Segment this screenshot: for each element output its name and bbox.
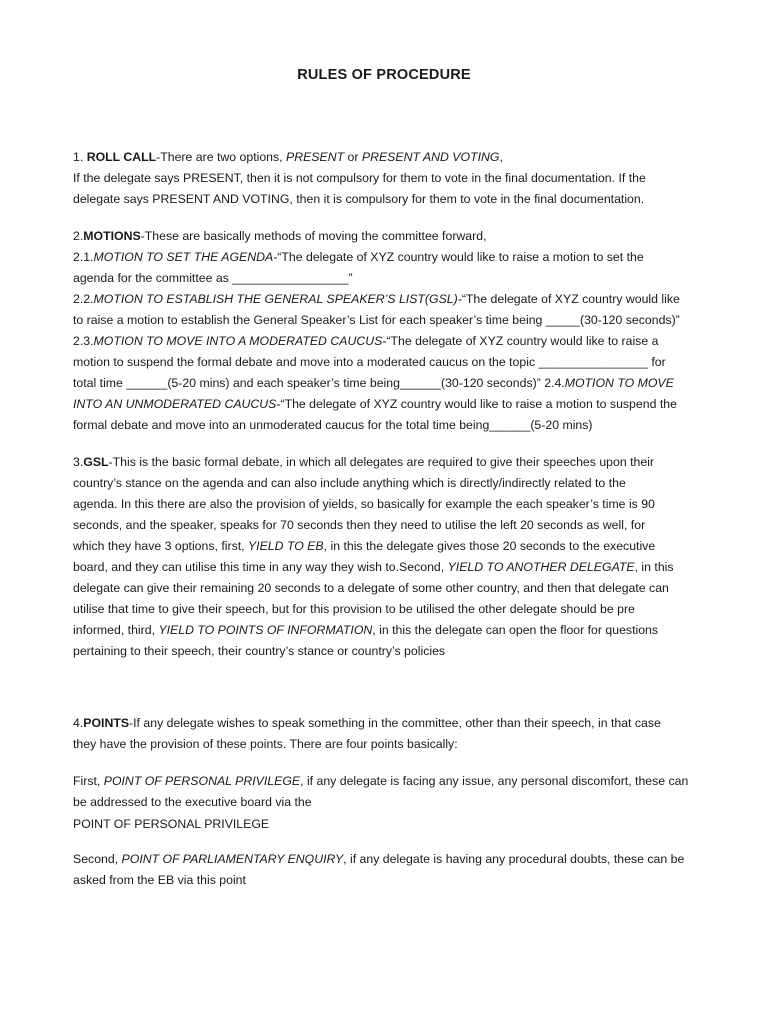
gsl-line-2: country’s stance on the agenda and can also include anything which is directly/indirectly related to the bbox=[73, 476, 626, 490]
gsl-line-5 bbox=[73, 538, 655, 554]
text-span: “The delegate of XYZ country would like to raise a motion to suspend the bbox=[280, 397, 677, 411]
motion-moderated-line-1 bbox=[73, 333, 658, 349]
italic-term: YIELD TO EB bbox=[247, 539, 324, 553]
text-span: “The delegate of XYZ country would like to raise a bbox=[386, 334, 659, 348]
motion-set-agenda-line-1 bbox=[73, 249, 644, 265]
points-line-1 bbox=[73, 715, 661, 731]
motion-moderated-line-2: motion to suspend the formal debate and move into a moderated caucus on the topic ________________ for bbox=[73, 355, 666, 369]
motion-gsl-line-2: to raise a motion to establish the General Speaker’s List for each speaker’s time being _____(30-120 seconds)” bbox=[73, 313, 680, 327]
section-heading: ROLL CALL bbox=[86, 150, 157, 164]
subsection-number: 2.3. bbox=[73, 334, 94, 348]
section-heading: GSL bbox=[83, 455, 109, 469]
motion-moderated-line-3 bbox=[73, 375, 674, 391]
text-span: -There are two options, bbox=[156, 150, 287, 164]
gsl-line-9 bbox=[73, 622, 658, 638]
text-span: or bbox=[344, 150, 362, 164]
motion-gsl-line-1 bbox=[73, 291, 680, 307]
gsl-line-6 bbox=[73, 559, 674, 575]
gsl-line-7: delegate can give their remaining 20 seconds to a delegate of some other country, and then that delegate can bbox=[73, 581, 669, 595]
gsl-line-8: utilise that time to give their speech, but for this provision to be utilised the other delegate should be pre bbox=[73, 602, 635, 616]
page-title: RULES OF PROCEDURE bbox=[297, 67, 471, 83]
personal-privilege-line-2: be addressed to the executive board via the bbox=[73, 795, 312, 809]
text-span: , in this the delegate gives those 20 seconds to the executive bbox=[323, 539, 656, 553]
text-span: , in this bbox=[634, 560, 674, 574]
subsection-number: 2.2. bbox=[73, 292, 94, 306]
italic-term: YIELD TO POINTS OF INFORMATION bbox=[158, 623, 373, 637]
section-number: 3. bbox=[73, 455, 84, 469]
text-span: -If any delegate wishes to speak something in the committee, other than their speech, in that case bbox=[129, 716, 661, 730]
parliamentary-enquiry-line-2: asked from the EB via this point bbox=[73, 873, 246, 887]
section-heading: MOTIONS bbox=[83, 229, 141, 243]
text-span: which they have 3 options, first, bbox=[73, 539, 248, 553]
gsl-line-1 bbox=[73, 454, 654, 470]
italic-term: MOTION TO ESTABLISH THE GENERAL SPEAKER’S LIST(GSL)- bbox=[93, 292, 462, 306]
roll-call-line-2: If the delegate says PRESENT, then it is not compulsory for them to vote in the final documentation. If the bbox=[73, 171, 646, 185]
italic-term: INTO AN UNMODERATED CAUCUS- bbox=[73, 397, 281, 411]
motion-unmoderated-line-2: formal debate and move into an unmoderated caucus for the total time being______(5-20 mins) bbox=[73, 418, 593, 432]
section-number: 2. bbox=[73, 229, 84, 243]
parliamentary-enquiry-line-1 bbox=[73, 851, 684, 867]
motion-set-agenda-line-2: agenda for the committee as _________________” bbox=[73, 271, 353, 285]
section-number: 1. bbox=[73, 150, 87, 164]
section-heading: POINTS bbox=[83, 716, 130, 730]
text-span: , bbox=[499, 150, 503, 164]
gsl-line-4: seconds, and the speaker, speaks for 70 seconds then they need to utilise the left 20 seconds as well, for bbox=[73, 518, 646, 532]
text-span: , if any delegate is having any procedural doubts, these can be bbox=[343, 852, 685, 866]
italic-term: MOTION TO MOVE INTO A MODERATED CAUCUS- bbox=[93, 334, 387, 348]
text-span: informed, third, bbox=[73, 623, 159, 637]
motion-unmoderated-line-1 bbox=[73, 396, 677, 412]
gsl-line-10: pertaining to their speech, their country’s stance or country’s policies bbox=[73, 644, 446, 658]
italic-term: PRESENT bbox=[286, 150, 345, 164]
points-line-2: they have the provision of these points. There are four points basically: bbox=[73, 737, 458, 751]
motions-line-1 bbox=[73, 228, 486, 244]
italic-term: MOTION TO MOVE bbox=[564, 376, 674, 390]
italic-term: POINT OF PERSONAL PRIVILEGE bbox=[103, 774, 301, 788]
personal-privilege-line-1 bbox=[73, 773, 688, 789]
roll-call-line-1 bbox=[73, 149, 503, 165]
roll-call-line-3: delegate says PRESENT AND VOTING, then it is compulsory for them to vote in the final documentation. bbox=[73, 192, 645, 206]
text-span: First, bbox=[73, 774, 104, 788]
text-span: board, and they can utilise this time in any way they wish to.Second, bbox=[73, 560, 448, 574]
text-span: “The delegate of XYZ country would like to raise a motion to set the bbox=[277, 250, 644, 264]
section-number: 4. bbox=[73, 716, 84, 730]
text-span: Second, bbox=[73, 852, 122, 866]
text-span: “The delegate of XYZ country would like bbox=[461, 292, 680, 306]
text-span: -These are basically methods of moving the committee forward, bbox=[140, 229, 487, 243]
text-span: , if any delegate is facing any issue, any personal discomfort, these can bbox=[300, 774, 689, 788]
italic-term: PRESENT AND VOTING bbox=[361, 150, 500, 164]
personal-privilege-line-3: POINT OF PERSONAL PRIVILEGE bbox=[73, 817, 270, 831]
gsl-line-3: agenda. In this there are also the provision of yields, so basically for example the each speaker’s time is 90 bbox=[73, 497, 655, 511]
text-span: total time ______(5-20 mins) and each speaker’s time being______(30-120 seconds)” 2.4. bbox=[73, 376, 565, 390]
italic-term: POINT OF PARLIAMENTARY ENQUIRY bbox=[121, 852, 344, 866]
subsection-number: 2.1. bbox=[73, 250, 94, 264]
italic-term: MOTION TO SET THE AGENDA- bbox=[93, 250, 278, 264]
text-span: , in this the delegate can open the floor for questions bbox=[372, 623, 659, 637]
text-span: -This is the basic formal debate, in which all delegates are required to give their speeches upon their bbox=[108, 455, 655, 469]
italic-term: YIELD TO ANOTHER DELEGATE bbox=[447, 560, 635, 574]
